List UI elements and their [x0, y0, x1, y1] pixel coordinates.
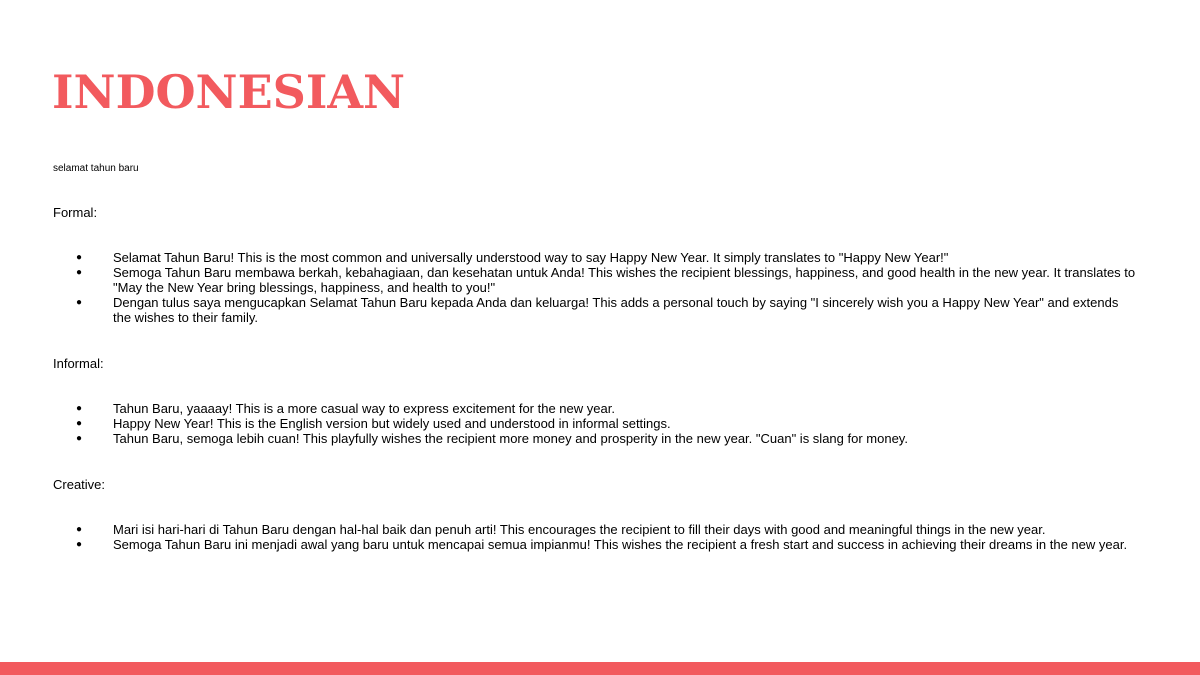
bullet-icon: ●	[76, 267, 83, 278]
footer-accent-bar	[0, 662, 1200, 675]
section-heading-creative: Creative:	[53, 477, 106, 492]
bullet-icon: ●	[76, 418, 83, 429]
bullet-icon: ●	[76, 403, 83, 414]
list-item: ● Mari isi hari-hari di Tahun Baru dengan hal-hal baik dan penuh arti! This encourages the recipient to fill their days with good and meaningful things in the new year.	[76, 522, 1046, 537]
list-item: ● Dengan tulus saya mengucapkan Selamat Tahun Baru kepada Anda dan keluarga! This adds a personal touch by saying "I sincerely wish you a Happy New Year" and extends the wishes to their family.	[76, 295, 1119, 325]
informal-list	[0, 401, 1200, 446]
formal-list	[0, 250, 1200, 325]
slide-title: INDONESIAN	[52, 65, 406, 119]
section-heading-informal: Informal:	[53, 356, 104, 371]
list-item: ● Tahun Baru, yaaaay! This is a more casual way to express excitement for the new year.	[76, 401, 615, 416]
list-item: ● Tahun Baru, semoga lebih cuan! This playfully wishes the recipient more money and prosperity in the new year. "Cuan" is slang for money.	[76, 431, 908, 446]
list-item: ● Semoga Tahun Baru membawa berkah, kebahagiaan, dan kesehatan untuk Anda! This wishes the recipient blessings, happiness, and good health in the new year. It translates to "May the New Year bring blessings, happiness, and health to you!"	[76, 265, 1136, 295]
bullet-icon: ●	[76, 433, 83, 444]
bullet-icon: ●	[76, 252, 83, 263]
bullet-icon: ●	[76, 297, 83, 308]
list-item: ● Selamat Tahun Baru! This is the most common and universally understood way to say Happy New Year. It simply translates to "Happy New Year!"	[76, 250, 949, 265]
list-item: ● Happy New Year! This is the English version but widely used and understood in informal settings.	[76, 416, 671, 431]
bullet-icon: ●	[76, 524, 83, 535]
creative-list	[0, 522, 1200, 552]
section-heading-formal: Formal:	[53, 205, 98, 220]
list-item: ● Semoga Tahun Baru ini menjadi awal yang baru untuk mencapai semua impianmu! This wishes the recipient a fresh start and success in achieving their dreams in the new year.	[76, 537, 1128, 552]
slide-subtitle: selamat tahun baru	[53, 163, 139, 174]
bullet-icon: ●	[76, 539, 83, 550]
